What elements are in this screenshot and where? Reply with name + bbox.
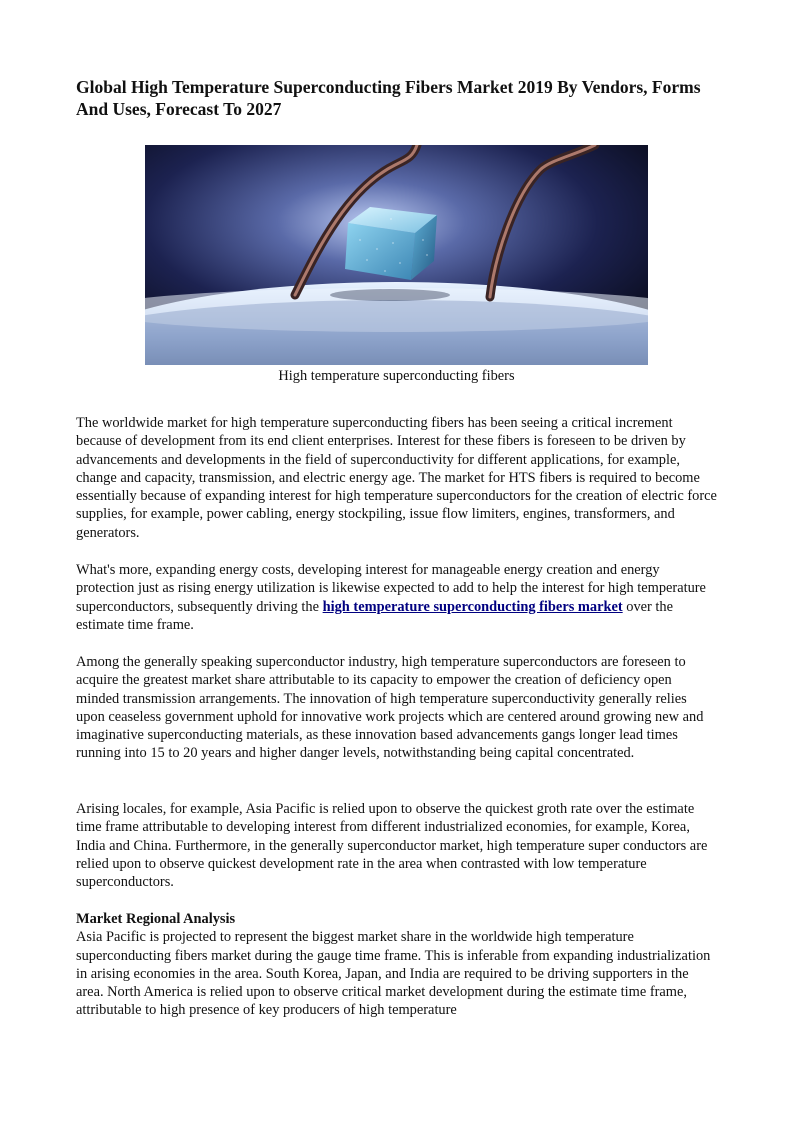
superconductor-levitation-image xyxy=(145,145,648,365)
paragraph-3: Among the generally speaking superconductor industry, high temperature superconductors are foreseen to acquire the greatest market share attributable to its capacity to empower the creation of deficiency open minded transmission arrangements. The innovation of high temperature superconductivity generally relies upon ceaseless government uphold for innovative work projects which are centered around growing new and imaginative superconducting materials, as these innovation based advancements gangs longer lead times running into 15 to 20 years and higher danger levels, notwithstanding being capital concentrated. xyxy=(76,654,704,762)
paragraph-2-text-after: over the estimate time frame. xyxy=(76,598,674,633)
figure-caption: High temperature superconducting fibers xyxy=(278,368,515,384)
paragraph-2-text-before: What's more, expanding energy costs, developing interest for manageable energy creation and energy protection just as rising energy utilization is likewise expected to add to help the interest for high temperature superconductors, subsequently driving the xyxy=(76,562,706,615)
section-heading: Market Regional Analysis xyxy=(76,911,236,927)
paragraph-5-text: Asia Pacific is projected to represent the biggest market share in the worldwide high temperature superconducting fibers market during the gauge time frame. This is inferable from expanding industrialization in arising economies in the area. South Korea, Japan, and India are required to be driving supporters in the area. North America is relied upon to observe critical market development during the estimate time frame, attributable to high presence of key producers of high temperature xyxy=(76,929,711,1019)
paragraph-4: Arising locales, for example, Asia Pacific is relied upon to observe the quickest groth rate over the estimate time frame attributable to developing interest from different industrialized economies, for example, Korea, India and China. Furthermore, in the generally superconductor market, high temperature super conductors are relied upon to observe quickest development rate in the area when contrasted with low temperature superconductors. xyxy=(76,801,708,891)
article-title: Global High Temperature Superconducting Fibers Market 2019 By Vendors, Forms And Uses, Forecast To 2027 xyxy=(76,77,701,119)
market-report-link[interactable]: high temperature superconducting fibers market xyxy=(322,598,623,615)
paragraph-2 xyxy=(76,561,718,634)
paragraph-1: The worldwide market for high temperature superconducting fibers has been seeing a critical increment because of development from its end client enterprises. Interest for these fibers is foreseen to be driven by advancements and developments in the field of superconductivity for different applications, for example, change and capacity, transmission, and electric energy age. The market for HTS fibers is required to become essentially because of expanding interest for high temperature superconductors for the creation of electric force supplies, for example, power cabling, energy stockpiling, issue flow limiters, engines, transformers, and generators. xyxy=(76,415,717,541)
regional-analysis-section xyxy=(76,910,718,1020)
